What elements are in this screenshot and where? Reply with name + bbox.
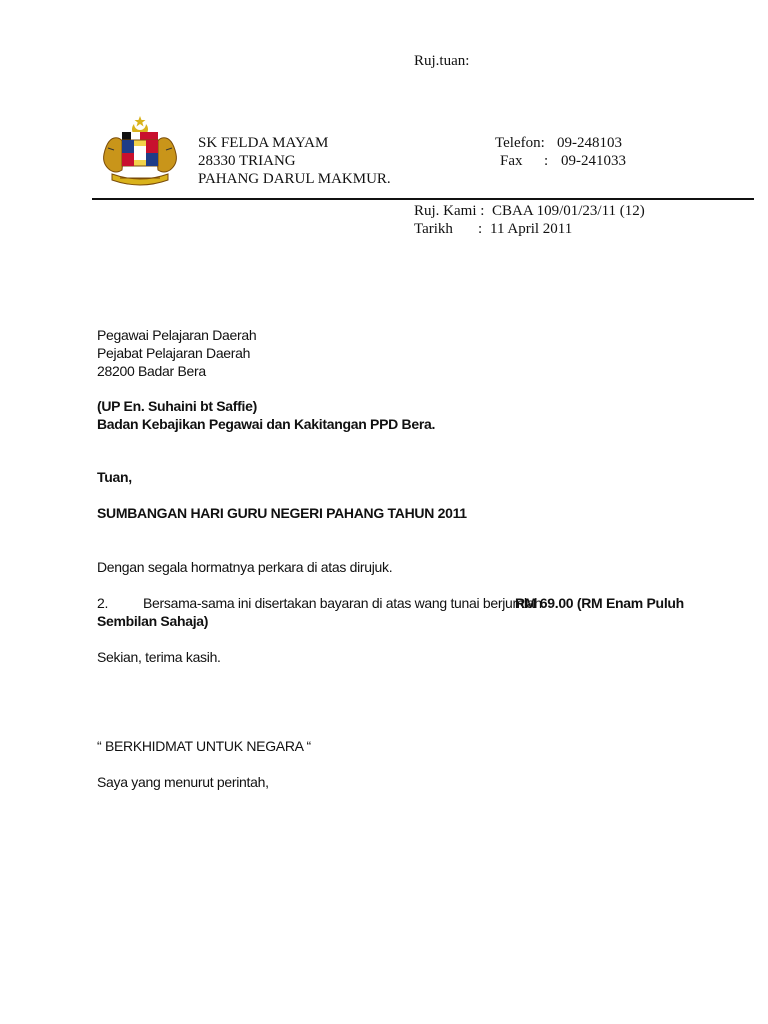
school-postcode-town: 28330 TRIANG: [198, 153, 296, 169]
ref-yours: Ruj.tuan:: [414, 53, 470, 69]
fax-value: 09-241033: [561, 153, 626, 169]
attention-line-2: Badan Kebajikan Pegawai dan Kakitangan PPD Bera.: [97, 416, 436, 432]
telefon-label: Telefon:: [495, 135, 545, 151]
fax-colon: :: [544, 153, 549, 169]
recipient-line-3: 28200 Badar Bera: [97, 363, 206, 379]
date-label: Tarikh: [414, 221, 453, 237]
letterhead-divider: [92, 198, 754, 200]
telefon-value: 09-248103: [557, 135, 622, 151]
fax-label: Fax: [500, 153, 523, 169]
ref-ours-value: CBAA 109/01/23/11 (12): [492, 203, 645, 219]
ref-ours-label: Ruj. Kami :: [414, 203, 485, 219]
recipient-line-1: Pegawai Pelajaran Daerah: [97, 327, 257, 343]
paragraph-1: Dengan segala hormatnya perkara di atas dirujuk.: [97, 559, 393, 575]
attention-line-1: (UP En. Suhaini bt Saffie): [97, 398, 257, 414]
paragraph-2-amount-continued: Sembilan Sahaja): [97, 613, 209, 629]
school-state: PAHANG DARUL MAKMUR.: [198, 171, 391, 187]
school-name: SK FELDA MAYAM: [198, 135, 329, 151]
date-colon: :: [478, 221, 483, 237]
paragraph-2-number: 2.: [97, 595, 109, 611]
salutation: Tuan,: [97, 469, 132, 485]
motto: “ BERKHIDMAT UNTUK NEGARA “: [97, 738, 311, 754]
closing-remark: Sekian, terima kasih.: [97, 649, 221, 665]
date-value: 11 April 2011: [490, 221, 573, 237]
paragraph-2-text: Bersama-sama ini disertakan bayaran di atas wang tunai berjumlah: [143, 595, 542, 611]
recipient-line-2: Pejabat Pelajaran Daerah: [97, 345, 251, 361]
coat-of-arms-icon: [98, 114, 182, 190]
paragraph-2-amount: RM 69.00 (RM Enam Puluh: [515, 595, 684, 611]
signoff: Saya yang menurut perintah,: [97, 774, 269, 790]
subject-line: SUMBANGAN HARI GURU NEGERI PAHANG TAHUN 2011: [97, 505, 467, 521]
